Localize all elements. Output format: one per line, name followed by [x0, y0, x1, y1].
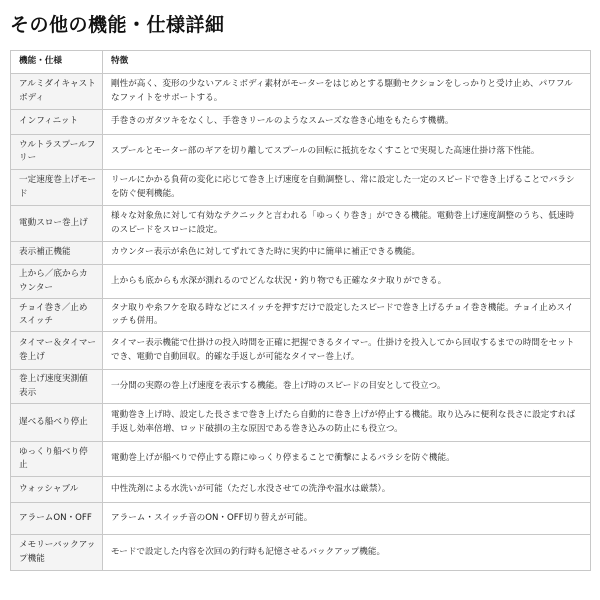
feature-description: スプールとモーター部のギアを切り離してスプールの回転に抵抗をなくすことで実現した高速仕掛け落下性能。	[103, 135, 591, 170]
feature-description: 一分間の実際の巻上げ速度を表示する機能。巻上げ時のスピードの目安として役立つ。	[103, 370, 591, 404]
spec-table	[10, 50, 591, 571]
feature-name: 表示補正機能	[11, 242, 103, 265]
feature-name: タイマー＆タイマー巻上げ	[11, 332, 103, 370]
table-row	[11, 135, 591, 170]
table-row	[11, 242, 591, 265]
page-title: その他の機能・仕様詳細	[10, 14, 225, 36]
table-row	[11, 332, 591, 370]
feature-description: 手巻きのガタツキをなくし、手巻きリールのようなスムーズな巻き心地をもたらす機構。	[103, 110, 591, 135]
table-row	[11, 170, 591, 206]
feature-name: チョイ巻き／止めスイッチ	[11, 299, 103, 332]
feature-description: 様々な対象魚に対して有効なテクニックと言われる「ゆっくり巻き」ができる機能。電動巻上げ速度調整のうち、低速時のスピードをスローに設定。	[103, 206, 591, 242]
feature-name: インフィニット	[11, 110, 103, 135]
table-header-row	[11, 51, 591, 74]
column-header-description: 特徴	[103, 51, 591, 74]
feature-description: タナ取りや糸フケを取る時などにスイッチを押すだけで設定したスピードで巻き上げるチョイ巻き機能。チョイ止めスイッチも併用。	[103, 299, 591, 332]
table-row	[11, 477, 591, 503]
feature-description: リールにかかる負荷の変化に応じて巻き上げ速度を自動調整し、常に設定した一定のスピードで巻き上げることでバラシを防ぐ便利機能。	[103, 170, 591, 206]
feature-name: ウルトラスプールフリー	[11, 135, 103, 170]
feature-name: 電動スロー巻上げ	[11, 206, 103, 242]
table-row	[11, 535, 591, 571]
feature-description: アラーム・スイッチ音のON・OFF切り替えが可能。	[103, 503, 591, 535]
feature-name: 一定速度巻上げモード	[11, 170, 103, 206]
feature-name: ウォッシャブル	[11, 477, 103, 503]
feature-description: 剛性が高く、変形の少ないアルミボディ素材がモーターをはじめとする駆動セクションをしっかりと受け止め、パワフルなファイトをサポートする。	[103, 74, 591, 110]
table-row	[11, 503, 591, 535]
feature-name: 巻上げ速度実測値表示	[11, 370, 103, 404]
feature-description: モードで設定した内容を次回の釣行時も記憶させるバックアップ機能。	[103, 535, 591, 571]
table-row	[11, 404, 591, 442]
feature-name: アラームON・OFF	[11, 503, 103, 535]
table-row	[11, 442, 591, 477]
table-row	[11, 110, 591, 135]
feature-description: 電動巻上げが船べりで停止する際にゆっくり停まることで衝撃によるバラシを防ぐ機能。	[103, 442, 591, 477]
table-row	[11, 370, 591, 404]
feature-description: 電動巻き上げ時、設定した長さまで巻き上げたら自動的に巻き上げが停止する機能。取り込みに便利な長さに設定すれば手返し効率倍増、ロッド破損の主な原因である巻き込みの防止にも役立つ。	[103, 404, 591, 442]
table-row	[11, 206, 591, 242]
feature-name: ゆっくり船べり停止	[11, 442, 103, 477]
feature-description: タイマー表示機能で仕掛けの投入時間を正確に把握できるタイマー。仕掛けを投入してから回収するまでの時間をセットでき、電動で自動回収。的確な手返しが可能なタイマー巻上げ。	[103, 332, 591, 370]
table-row	[11, 299, 591, 332]
table-row	[11, 74, 591, 110]
feature-description: カウンター表示が糸色に対してずれてきた時に実釣中に簡単に補正できる機能。	[103, 242, 591, 265]
feature-description: 上からも底からも水深が測れるのでどんな状況・釣り物でも正確なタナ取りができる。	[103, 265, 591, 299]
feature-name: 遅べる船べり停止	[11, 404, 103, 442]
table-row	[11, 265, 591, 299]
column-header-feature: 機能・仕様	[11, 51, 103, 74]
feature-name: 上から／底からカウンター	[11, 265, 103, 299]
feature-name: メモリーバックアップ機能	[11, 535, 103, 571]
feature-description: 中性洗剤による水洗いが可能（ただし水没させての洗浄や温水は厳禁）。	[103, 477, 591, 503]
feature-name: アルミダイキャストボディ	[11, 74, 103, 110]
